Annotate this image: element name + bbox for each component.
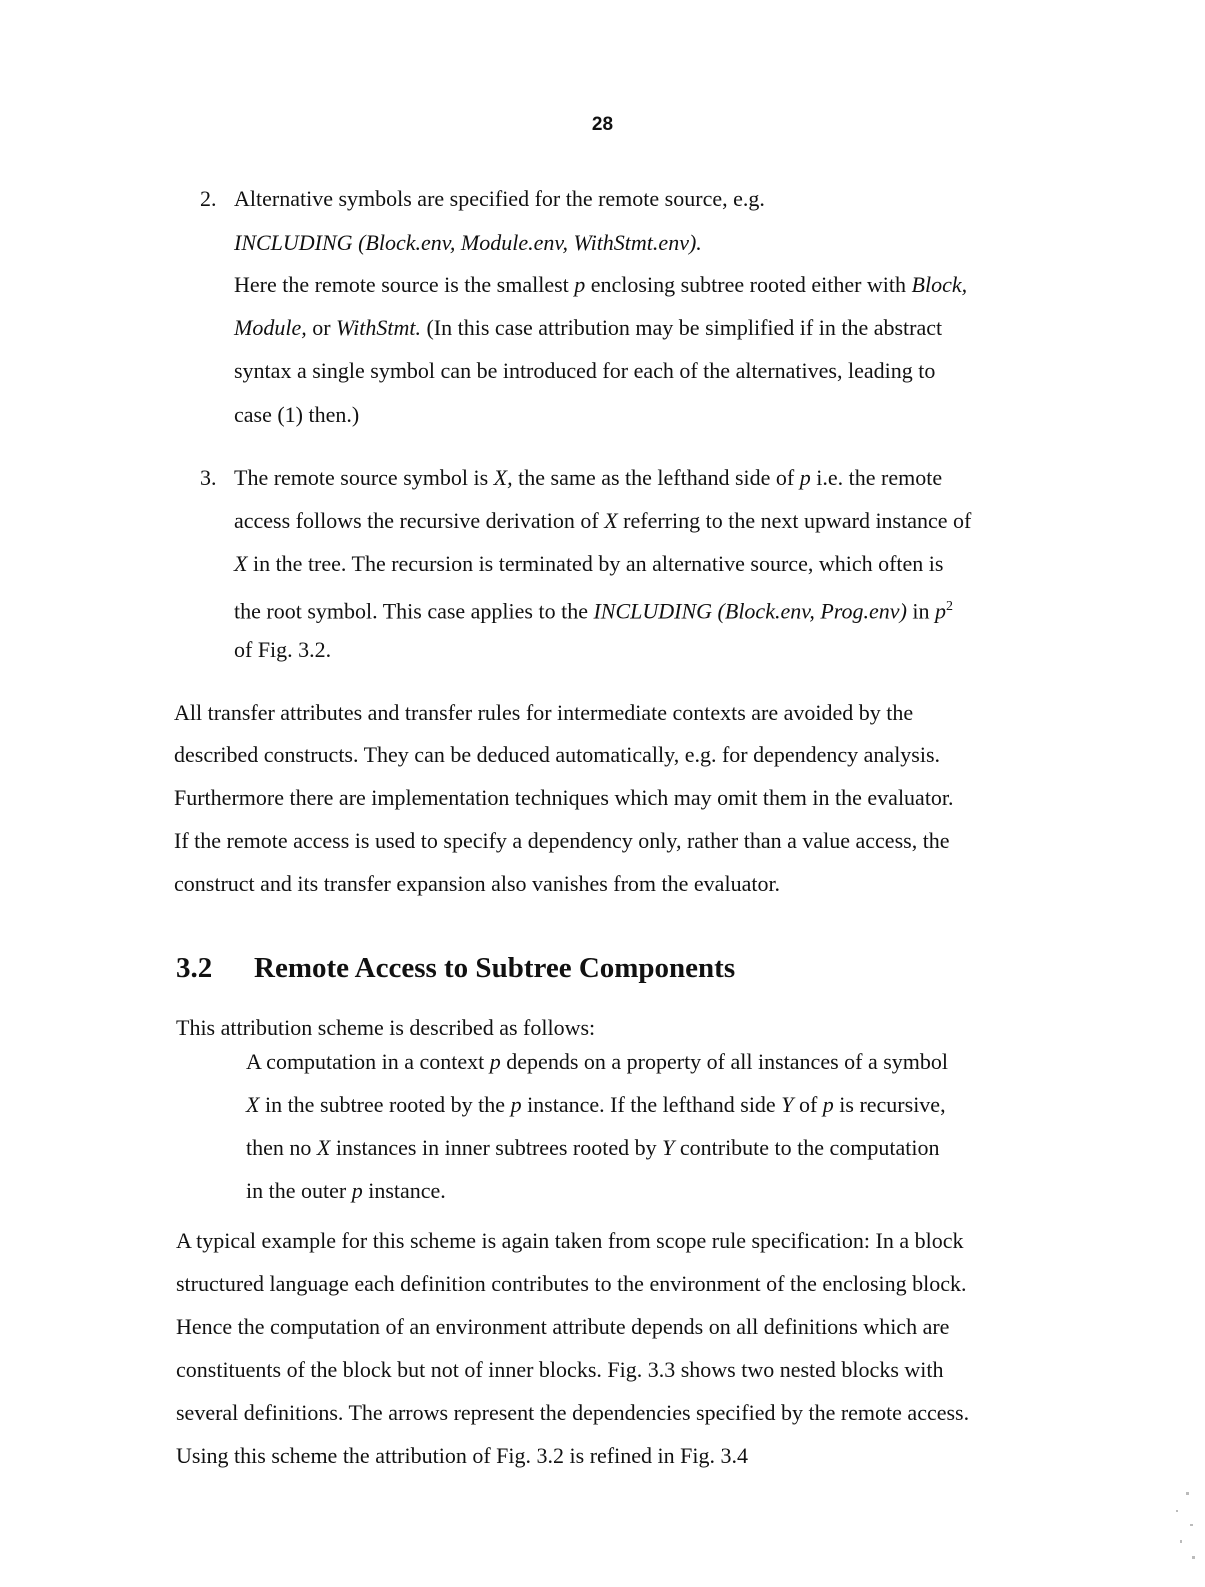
scan-speck <box>1176 1510 1178 1512</box>
body-text-line: Using this scheme the attribution of Fig. 3.2 is refined in Fig. 3.4 <box>176 1443 748 1468</box>
scheme-line: then no X instances in inner subtrees rooted by Y contribute to the computation <box>246 1135 940 1160</box>
scan-speck <box>1192 1556 1195 1559</box>
body-text-line: construct and its transfer expansion also vanishes from the evaluator. <box>174 871 781 896</box>
section-title: Remote Access to Subtree Components <box>254 952 736 984</box>
list-item-line: the root symbol. This case applies to the INCLUDING (Block.env, Prog.env) in $p^2$ <box>234 598 954 624</box>
scheme-line: in the outer p instance. <box>246 1178 446 1203</box>
list-item-line: Here the remote source is the smallest p enclosing subtree rooted either with Block, <box>234 272 968 297</box>
list-marker: 3. <box>200 465 217 490</box>
page-number: 28 <box>591 114 614 135</box>
scan-speck <box>1190 1524 1193 1526</box>
body-text-line: described constructs. They can be deduced automatically, e.g. for dependency analysis. <box>174 742 941 767</box>
code-expression: INCLUDING (Block.env, Prog.env) <box>593 598 907 624</box>
body-text-line: If the remote access is used to specify a dependency only, rather than a value access, the <box>174 828 950 853</box>
body-text-line: All transfer attributes and transfer rules for intermediate contexts are avoided by the <box>174 700 914 725</box>
list-item-line: Module, or WithStmt. (In this case attribution may be simplified if in the abstract <box>234 315 943 340</box>
list-item-line: X in the tree. The recursion is terminated by an alternative source, which often is <box>234 551 944 576</box>
scan-speck <box>1186 1492 1189 1495</box>
body-text-line: This attribution scheme is described as follows: <box>176 1015 596 1040</box>
body-text-line: several definitions. The arrows represent the dependencies specified by the remote access. <box>176 1400 970 1425</box>
body-text-line: constituents of the block but not of inner blocks. Fig. 3.3 shows two nested blocks with <box>176 1357 944 1382</box>
list-item-line: The remote source symbol is X, the same as the lefthand side of p i.e. the remote <box>234 465 943 490</box>
body-text-line: Hence the computation of an environment attribute depends on all definitions which are <box>176 1314 950 1339</box>
list-item-line: syntax a single symbol can be introduced for each of the alternatives, leading to <box>234 358 936 383</box>
list-item-line: case (1) then.) <box>234 402 360 427</box>
list-item-line: Alternative symbols are specified for the remote source, e.g. <box>234 186 765 211</box>
list-item-line: access follows the recursive derivation of X referring to the next upward instance of <box>234 508 972 533</box>
scheme-line: A computation in a context p depends on a property of all instances of a symbol <box>246 1049 949 1074</box>
list-marker: 2. <box>200 186 217 211</box>
body-text-line: structured language each definition contributes to the environment of the enclosing block. <box>176 1271 967 1296</box>
body-text-line: Furthermore there are implementation techniques which may omit them in the evaluator. <box>174 785 954 810</box>
scheme-line: X in the subtree rooted by the p instance. If the lefthand side Y of p is recursive, <box>246 1092 946 1117</box>
scan-speck <box>1180 1540 1182 1543</box>
section-number: 3.2 <box>176 952 213 984</box>
list-item-line: of Fig. 3.2. <box>234 637 332 662</box>
body-text-line: A typical example for this scheme is again taken from scope rule specification: In a block <box>176 1228 964 1253</box>
code-expression: INCLUDING (Block.env, Module.env, WithStmt.env). <box>234 230 702 255</box>
section-heading <box>176 952 735 985</box>
